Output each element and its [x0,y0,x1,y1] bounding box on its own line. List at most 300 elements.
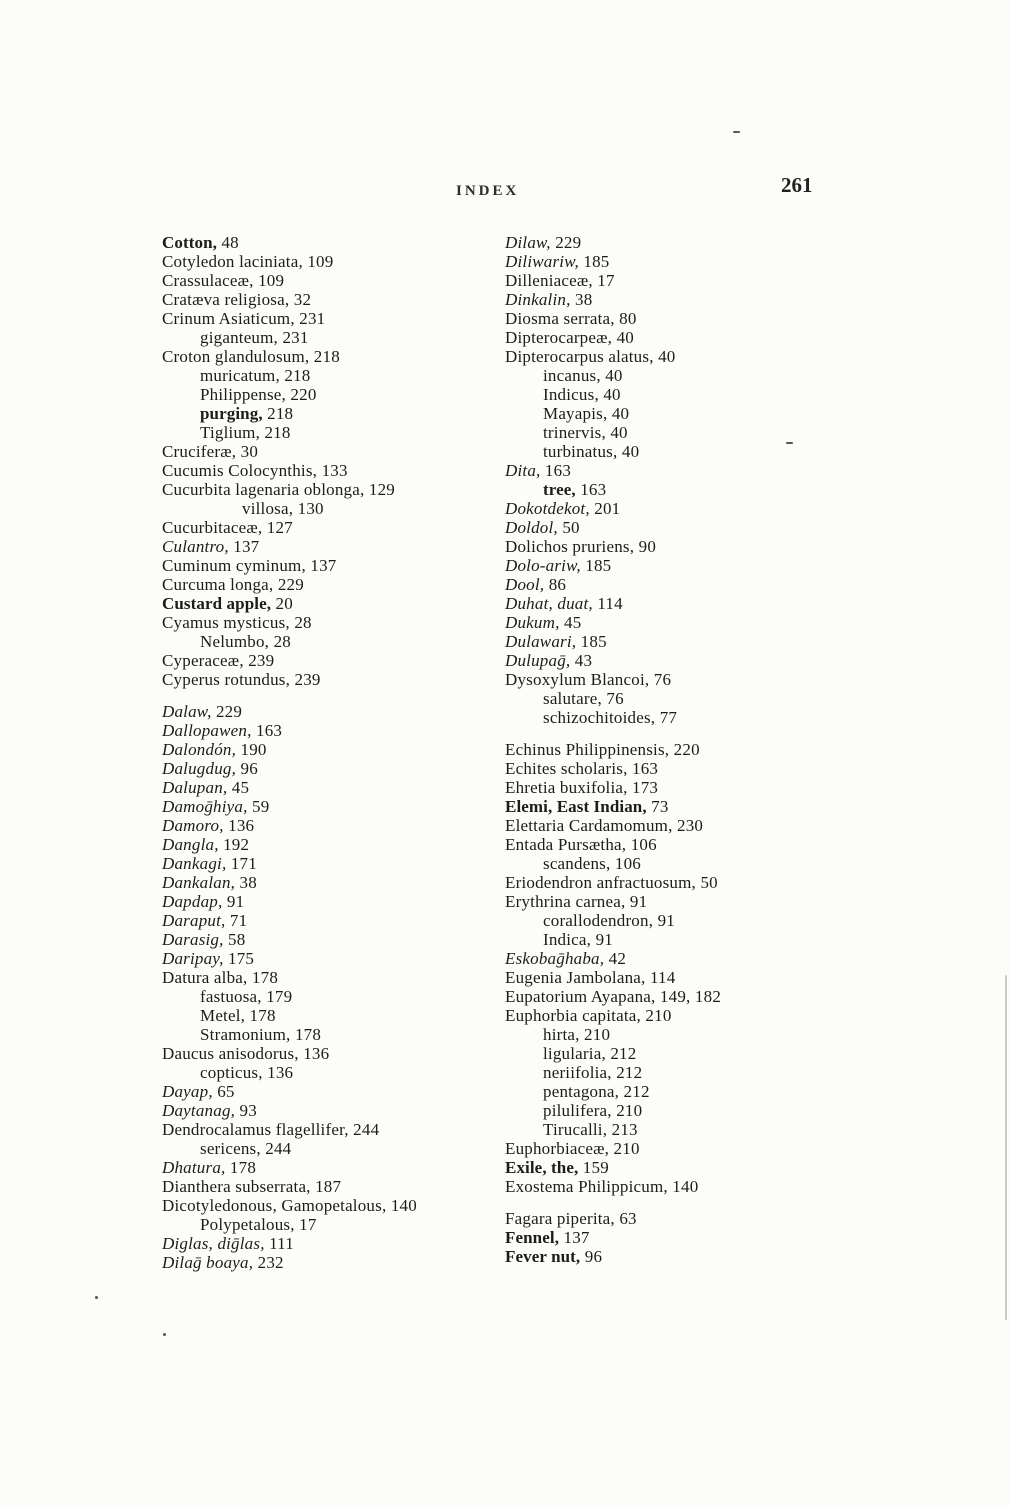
entry-page-ref: 213 [607,1120,638,1139]
entry-page-ref: 20 [271,594,293,613]
entry-term: villosa, [242,499,294,518]
index-entry [505,347,870,366]
entry-term: Dool, [505,575,545,594]
entry-page-ref: 136 [223,816,255,835]
entry-page-ref: 91 [653,911,676,930]
entry-term: Dalaw, [162,702,212,721]
entry-term: neriifolia, [543,1063,612,1082]
entry-term: Entada Pursætha, [505,835,627,854]
entry-term: Dendrocalamus flagellifer, [162,1120,349,1139]
entry-page-ref: 212 [619,1082,650,1101]
entry-page-ref: 106 [626,835,657,854]
entry-page-ref: 178 [245,1006,276,1025]
index-entry [505,968,870,987]
index-entry [505,632,870,651]
entry-page-ref: 231 [278,328,309,347]
entry-term: pentagona, [543,1082,620,1101]
entry-page-ref: 163 [540,461,572,480]
index-entry [162,987,507,1006]
entry-page-ref: 185 [578,252,610,271]
entry-term: Dilaḡ boaya, [162,1253,254,1272]
index-entry [162,778,507,797]
entry-term: Echites scholaris, [505,759,628,778]
index-entry [505,873,870,892]
entry-page-ref: 96 [236,759,258,778]
index-column-right [505,233,870,1266]
entry-page-ref: 192 [218,835,250,854]
entry-page-ref: 106 [610,854,641,873]
entry-term: Mayapis, [543,404,608,423]
entry-term: Dilleniaceæ, [505,271,593,290]
entry-page-ref: 17 [592,271,615,290]
entry-term: Fever nut, [505,1247,581,1266]
entry-term: Echinus Philippinensis, [505,740,670,759]
entry-term: Cucurbita lagenaria oblonga, [162,480,365,499]
page-header-title: INDEX [456,183,520,199]
entry-page-ref: 114 [645,968,676,987]
index-entry [505,1209,870,1228]
entry-page-ref: 244 [348,1120,380,1139]
index-entry [162,968,507,987]
entry-page-ref: 232 [253,1253,284,1272]
index-entry [505,740,870,759]
entry-page-ref: 218 [309,347,340,366]
entry-page-ref: 28 [269,632,291,651]
entry-term: Elettaria Cardamomum, [505,816,673,835]
entry-term: Doldol, [505,518,558,537]
entry-page-ref: 129 [364,480,396,499]
index-entry [162,835,507,854]
entry-term: incanus, [543,366,601,385]
page-number: 261 [781,173,813,197]
entry-page-ref: 187 [310,1177,342,1196]
entry-page-ref: 40 [605,423,628,442]
entry-page-ref: 59 [247,797,270,816]
index-entry [505,854,870,873]
index-entry [162,702,507,721]
entry-page-ref: 77 [655,708,678,727]
index-entry [162,1044,507,1063]
index-entry [505,556,870,575]
entry-page-ref: 50 [696,873,718,892]
entry-term: Dankalan, [162,873,236,892]
entry-term: Cucumis Colocynthis, [162,461,318,480]
index-entry [505,233,870,252]
index-entry [162,1006,507,1025]
entry-page-ref: 163 [251,721,283,740]
entry-term: fastuosa, [200,987,262,1006]
index-entry [505,290,870,309]
entry-term: Elemi, East Indian, [505,797,647,816]
index-entry [162,1158,507,1177]
index-entry [505,385,870,404]
entry-page-ref: 90 [634,537,657,556]
entry-term: Dayap, [162,1082,213,1101]
index-entry [162,442,507,461]
entry-page-ref: 137 [559,1228,590,1247]
entry-page-ref: 178 [247,968,279,987]
entry-page-ref: 190 [236,740,267,759]
entry-page-ref: 210 [609,1139,640,1158]
index-entry [505,930,870,949]
index-entry [505,1101,870,1120]
index-entry [505,575,870,594]
entry-page-ref: 185 [576,632,607,651]
entry-page-ref: 239 [243,651,275,670]
entry-term: Indica, [543,930,592,949]
entry-term: Curcuma longa, [162,575,274,594]
entry-term: Indicus, [543,385,599,404]
entry-term: Daytanag, [162,1101,236,1120]
index-entry [162,366,507,385]
index-entry [162,556,507,575]
entry-page-ref: 30 [236,442,259,461]
entry-page-ref: 40 [607,404,630,423]
entry-page-ref: 218 [279,366,311,385]
entry-term: Cyperus rotundus, [162,670,291,689]
entry-term: Dipterocarpeæ, [505,328,613,347]
entry-term: pilulifera, [543,1101,612,1120]
index-entry [162,480,507,499]
entry-term: Dipterocarpus alatus, [505,347,654,366]
index-entry [162,1063,507,1082]
entry-term: Daripay, [162,949,224,968]
entry-term: Croton glandulosum, [162,347,310,366]
index-entry [505,911,870,930]
entry-term: Dinkalin, [505,290,571,309]
entry-term: Cyamus mysticus, [162,613,290,632]
entry-page-ref: 43 [570,651,593,670]
entry-term: Darasig, [162,930,224,949]
entry-page-ref: 218 [260,423,291,442]
scan-mark [95,1296,98,1299]
entry-page-ref: 210 [579,1025,611,1044]
entry-page-ref: 65 [212,1082,235,1101]
index-entry [162,252,507,271]
entry-page-ref: 38 [570,290,593,309]
index-entry [505,442,870,461]
index-entry [162,309,507,328]
index-entry [505,797,870,816]
entry-term: Dulawari, [505,632,577,651]
entry-term: Dukum, [505,613,560,632]
index-entry [162,816,507,835]
entry-page-ref: 40 [653,347,676,366]
entry-term: Dankagi, [162,854,227,873]
index-entry [162,1253,507,1272]
entry-page-ref: 63 [614,1209,637,1228]
index-entry [162,873,507,892]
entry-page-ref: 32 [289,290,312,309]
entry-term: Polypetalous, [200,1215,295,1234]
index-entry [162,1120,507,1139]
entry-term: Crinum Asiaticum, [162,309,295,328]
entry-term: Dianthera subserrata, [162,1177,311,1196]
entry-page-ref: 111 [264,1234,294,1253]
entry-term: Philippense, [200,385,286,404]
index-entry [505,1228,870,1247]
entry-term: Duhat, duat, [505,594,593,613]
entry-page-ref: 201 [589,499,621,518]
entry-term: purging, [200,404,263,423]
index-entry [162,797,507,816]
entry-page-ref: 93 [235,1101,257,1120]
entry-page-ref: 163 [575,480,607,499]
entry-page-ref: 175 [223,949,255,968]
index-entry [505,461,870,480]
entry-page-ref: 17 [294,1215,317,1234]
entry-page-ref: 173 [627,778,659,797]
index-entry [505,1063,870,1082]
entry-page-ref: 179 [261,987,293,1006]
index-entry [505,892,870,911]
index-entry [162,1234,507,1253]
entry-term: muricatum, [200,366,280,385]
index-entry [505,816,870,835]
entry-term: scandens, [543,854,611,873]
entry-term: Diglas, diḡlas, [162,1234,265,1253]
index-entry [162,613,507,632]
index-entry [505,1158,870,1177]
index-entry [162,233,507,252]
index-entry [505,1044,870,1063]
index-entry [505,613,870,632]
index-entry [162,518,507,537]
entry-term: Dokotdekot, [505,499,590,518]
entry-page-ref: 28 [289,613,312,632]
index-entry [162,854,507,873]
index-entry [162,721,507,740]
entry-page-ref: 171 [226,854,257,873]
index-entry [505,651,870,670]
entry-page-ref: 229 [273,575,304,594]
entry-term: Euphorbiaceæ, [505,1139,610,1158]
entry-term: Dalugdug, [162,759,237,778]
entry-page-ref: 91 [222,892,245,911]
entry-page-ref: 137 [305,556,337,575]
entry-page-ref: 140 [386,1196,417,1215]
entry-term: Diosma serrata, [505,309,615,328]
entry-page-ref: 159 [578,1158,609,1177]
entry-term: Cyperaceæ, [162,651,244,670]
entry-page-ref: 50 [557,518,580,537]
entry-page-ref: 91 [625,892,648,911]
index-entry [505,708,870,727]
entry-page-ref: 133 [317,461,348,480]
index-entry [162,651,507,670]
entry-page-ref: 163 [627,759,659,778]
entry-term: Cratæva religiosa, [162,290,290,309]
entry-term: Crassulaceæ, [162,271,254,290]
index-entry [162,759,507,778]
scan-mark [733,131,740,133]
index-entry [162,290,507,309]
index-entry [505,328,870,347]
entry-term: Diliwariw, [505,252,579,271]
index-entry [162,537,507,556]
entry-page-ref: 91 [591,930,613,949]
entry-page-ref: 109 [302,252,334,271]
index-entry [505,1006,870,1025]
entry-term: Dysoxylum Blancoi, [505,670,650,689]
index-entry [505,759,870,778]
entry-term: Eugenia Jambolana, [505,968,646,987]
entry-term: copticus, [200,1063,263,1082]
entry-term: Dalondón, [162,740,237,759]
entry-page-ref: 130 [293,499,324,518]
entry-page-ref: 229 [550,233,582,252]
index-entry [162,892,507,911]
index-entry [505,670,870,689]
index-column-left [162,233,507,1272]
entry-page-ref: 210 [640,1006,672,1025]
entry-term: Ehretia buxifolia, [505,778,628,797]
entry-term: Dapdap, [162,892,223,911]
index-entry [162,499,507,518]
entry-page-ref: 212 [605,1044,637,1063]
scan-mark [163,1333,166,1336]
index-entry [505,366,870,385]
entry-term: salutare, [543,689,602,708]
index-entry [162,575,507,594]
entry-page-ref: 218 [262,404,294,423]
entry-term: tree, [543,480,576,499]
entry-page-ref: 127 [262,518,293,537]
entry-term: Custard apple, [162,594,272,613]
index-entry [162,328,507,347]
entry-term: Dolo-ariw, [505,556,581,575]
entry-page-ref: 40 [612,328,634,347]
entry-term: Nelumbo, [200,632,270,651]
entry-page-ref: 42 [604,949,627,968]
index-entry [162,740,507,759]
entry-page-ref: 114 [592,594,623,613]
entry-page-ref: 185 [580,556,612,575]
entry-term: Tirucalli, [543,1120,608,1139]
index-entry [505,778,870,797]
entry-page-ref: 231 [294,309,326,328]
entry-term: schizochitoides, [543,708,656,727]
index-entry [505,423,870,442]
entry-term: ligularia, [543,1044,606,1063]
entry-page-ref: 109 [253,271,285,290]
index-entry [505,1120,870,1139]
entry-page-ref: 212 [611,1063,643,1082]
entry-page-ref: 80 [614,309,637,328]
entry-page-ref: 73 [646,797,669,816]
entry-term: Eupatorium Ayapana, [505,987,656,1006]
entry-page-ref: 71 [225,911,248,930]
entry-page-ref: 140 [667,1177,699,1196]
index-entry [505,949,870,968]
entry-term: Eskobaḡhaba, [505,949,605,968]
entry-page-ref: 220 [669,740,700,759]
index-entry [162,632,507,651]
entry-term: Fennel, [505,1228,560,1247]
entry-page-ref: 230 [672,816,704,835]
index-entry [162,594,507,613]
entry-term: hirta, [543,1025,580,1044]
entry-term: Daucus anisodorus, [162,1044,299,1063]
entry-term: Fagara piperita, [505,1209,615,1228]
entry-page-ref: 38 [235,873,257,892]
index-entry [162,1196,507,1215]
entry-term: corallodendron, [543,911,654,930]
entry-term: Exile, the, [505,1158,579,1177]
entry-page-ref: 40 [598,385,621,404]
entry-page-ref: 76 [601,689,624,708]
entry-term: Daraput, [162,911,226,930]
index-entry [505,689,870,708]
index-entry [505,271,870,290]
entry-page-ref: 48 [217,233,239,252]
index-entry [162,347,507,366]
index-entry [505,404,870,423]
index-entry [162,930,507,949]
index-entry [162,949,507,968]
entry-term: Dulupaḡ, [505,651,571,670]
entry-page-ref: 40 [617,442,640,461]
index-entry [505,1082,870,1101]
entry-term: Exostema Philippicum, [505,1177,668,1196]
entry-term: Damoḡhiya, [162,797,248,816]
index-entry [162,911,507,930]
index-entry [505,537,870,556]
index-entry [162,1101,507,1120]
index-entry [505,1025,870,1044]
entry-page-ref: 210 [611,1101,643,1120]
index-entry [505,309,870,328]
entry-page-ref: 76 [649,670,672,689]
entry-term: Cuminum cyminum, [162,556,306,575]
entry-term: Datura alba, [162,968,248,987]
index-entry [505,499,870,518]
index-entry [162,1215,507,1234]
entry-term: turbinatus, [543,442,618,461]
entry-page-ref: 96 [580,1247,603,1266]
entry-term: Culantro, [162,537,229,556]
entry-term: Metel, [200,1006,246,1025]
entry-term: Cruciferæ, [162,442,237,461]
entry-term: Dolichos pruriens, [505,537,635,556]
entry-page-ref: 137 [228,537,260,556]
entry-term: giganteum, [200,328,279,347]
index-entry [162,461,507,480]
index-entry [505,835,870,854]
entry-page-ref: 229 [211,702,243,721]
entry-page-ref: 178 [290,1025,322,1044]
entry-term: Dita, [505,461,541,480]
entry-term: sericens, [200,1139,261,1158]
entry-term: Dilaw, [505,233,551,252]
entry-term: trinervis, [543,423,606,442]
index-entry [505,480,870,499]
entry-page-ref: 136 [262,1063,294,1082]
entry-page-ref: 178 [225,1158,257,1177]
entry-term: Dallopawen, [162,721,252,740]
entry-page-ref: 149, 182 [655,987,722,1006]
index-entry [162,404,507,423]
entry-term: Erythrina carnea, [505,892,626,911]
entry-page-ref: 136 [298,1044,330,1063]
entry-page-ref: 86 [544,575,567,594]
entry-page-ref: 45 [227,778,250,797]
entry-page-ref: 40 [600,366,623,385]
index-entry [162,423,507,442]
entry-page-ref: 244 [260,1139,292,1158]
entry-page-ref: 58 [223,930,246,949]
index-entry [162,271,507,290]
